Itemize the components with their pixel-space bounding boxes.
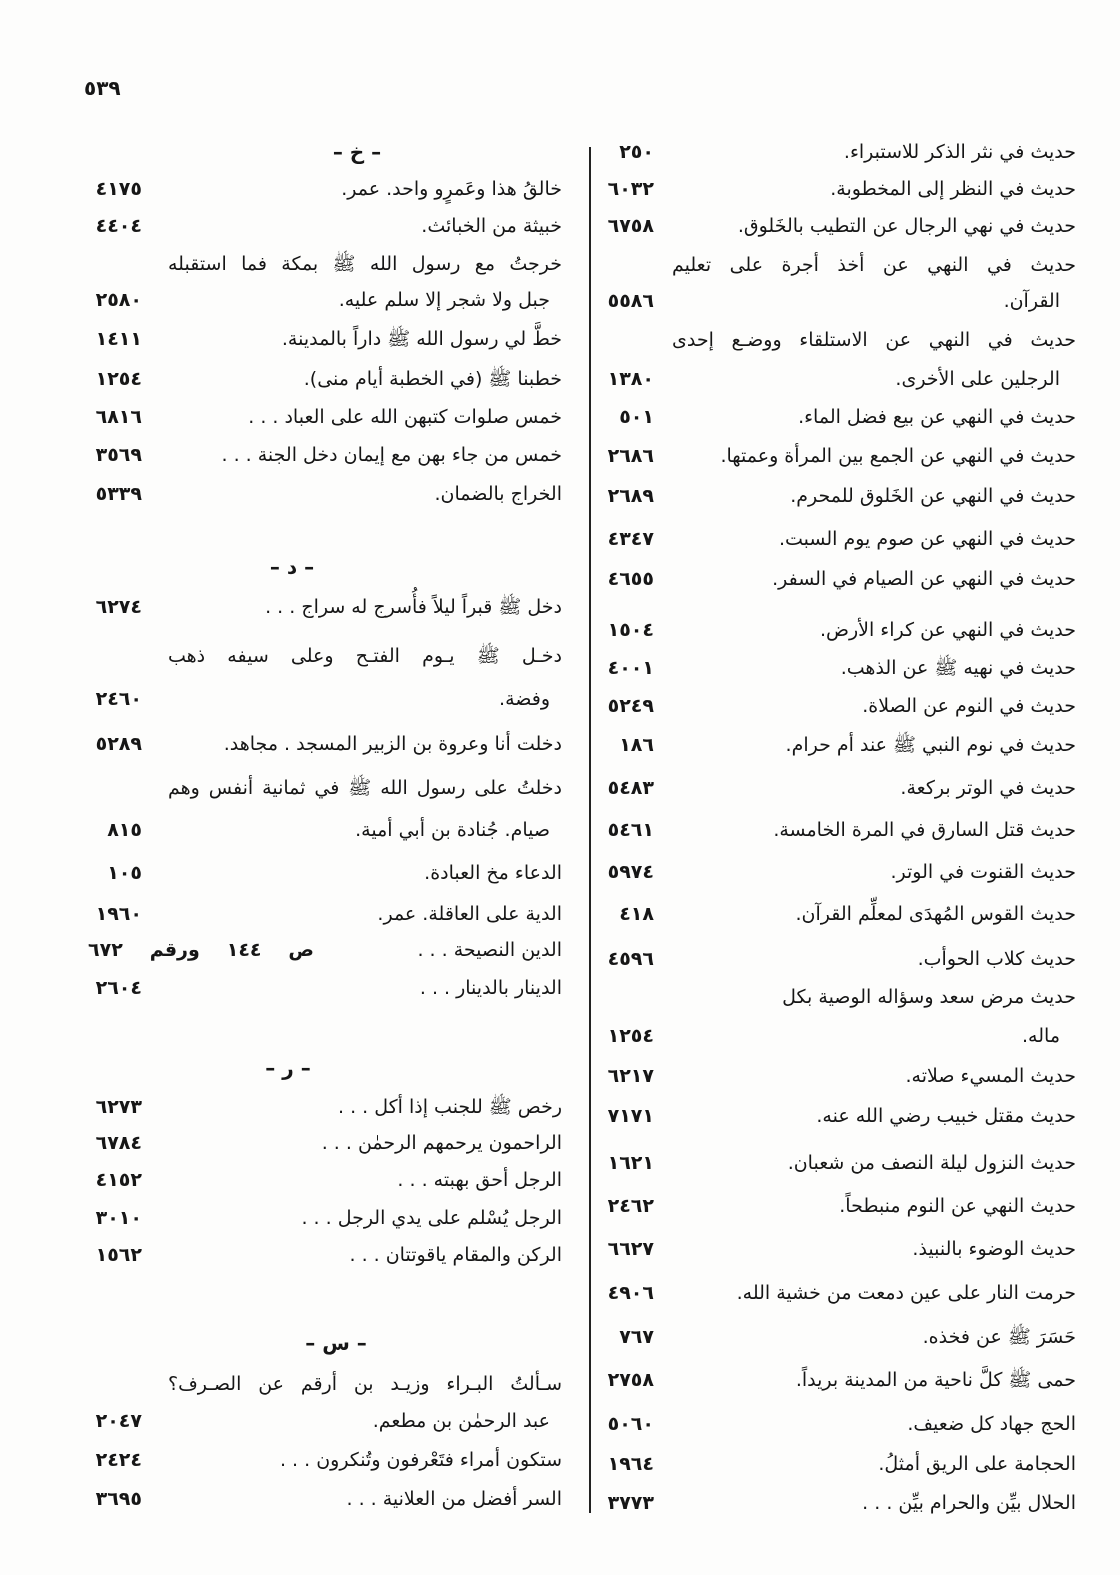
entry-text-line — [672, 815, 1076, 845]
entry-text-line — [672, 1101, 1076, 1131]
entry-text-line — [168, 364, 562, 394]
entry-text-line — [168, 324, 562, 354]
reference-value: ٣٧٧٣ — [607, 1492, 654, 1514]
entry-text-line — [672, 1191, 1076, 1221]
entry-text: سـألتُ البـراء وزيـد بن أرقم عن الصـرف؟ — [168, 1373, 562, 1395]
reference-value: ١٠٥ — [107, 862, 142, 884]
entry-text-line — [672, 773, 1076, 803]
reference-value: ٥٤٨٣ — [607, 777, 654, 799]
entry-text-line — [672, 1148, 1076, 1178]
entry-reference-number — [590, 137, 654, 167]
entry-text: خطَّ لي رسول الله ﷺ داراً بالمدينة. — [281, 328, 562, 350]
entry-reference-number — [590, 524, 654, 554]
reference-value: ٥٣٣٩ — [95, 483, 142, 505]
entry-text-line — [168, 1092, 562, 1122]
entry-reference-number — [590, 1322, 654, 1352]
entry-text: ستكون أمراء فتَعْرفون وتُنكرون . . . — [279, 1449, 562, 1471]
entry-reference-number — [590, 1365, 654, 1395]
section-letter-heading — [266, 1328, 406, 1358]
entry-text: حمى ﷺ كلَّ ناحية من المدينة بريداً. — [795, 1369, 1076, 1391]
entry-text-line — [168, 1203, 562, 1233]
entry-text: القرآن. — [1003, 290, 1060, 312]
entry-reference-number — [78, 1092, 142, 1122]
section-letter: – د – — [269, 555, 315, 579]
entry-text: خمس صلوات كتبهن الله على العباد . . . — [248, 406, 562, 428]
entry-text-line — [168, 973, 562, 1003]
entry-reference-number — [78, 1240, 142, 1270]
entry-text: دخـل ﷺ يـوم الفتـح وعلى سيفه ذهب — [168, 645, 562, 667]
entry-text: الخراج بالضمان. — [434, 483, 562, 505]
entry-reference-number — [78, 174, 142, 204]
entry-continuation-line — [168, 285, 550, 315]
entry-text: رخص ﷺ للجنب إذا أكل . . . — [337, 1096, 562, 1118]
entry-reference-number — [590, 1488, 654, 1518]
reference-value: ٤٣٤٧ — [607, 528, 654, 550]
entry-text: الدعاء مخ العبادة. — [424, 862, 562, 884]
entry-text-line — [672, 653, 1076, 683]
entry-text: حديث مرض سعد وسؤاله الوصية بكل — [782, 986, 1076, 1008]
reference-value: ٢٦٠٤ — [95, 977, 142, 999]
reference-value: ٢٧٥٨ — [607, 1369, 654, 1391]
reference-value: ٦٠٣٢ — [607, 178, 654, 200]
entry-reference-number — [590, 364, 654, 394]
reference-value: ١٨٦ — [619, 734, 654, 756]
entry-text: حديث مقتل خبيب رضي الله عنه. — [816, 1105, 1076, 1127]
entry-text: حديث في النهي عن الجمع بين المرأة وعمتها. — [720, 445, 1076, 467]
entry-text-line — [168, 174, 562, 204]
entry-text-line — [672, 1449, 1076, 1479]
entry-text: الدينار بالدينار . . . — [419, 977, 562, 999]
entry-text-line — [168, 1240, 562, 1270]
entry-reference-number — [78, 1406, 142, 1436]
reference-value: ١٢٥٤ — [607, 1025, 654, 1047]
entry-text-line — [672, 1322, 1076, 1352]
entry-text-line — [672, 944, 1076, 974]
entry-text: حديث النهي عن النوم منبطحاً. — [839, 1195, 1076, 1217]
section-letter: – خ – — [332, 140, 382, 164]
entry-reference-number — [78, 1165, 142, 1195]
entry-text: حَسَرَ ﷺ عن فخذه. — [922, 1326, 1076, 1348]
entry-text: حديث في الوتر بركعة. — [900, 777, 1076, 799]
reference-value: ٥٥٨٦ — [607, 290, 654, 312]
entry-continuation-line — [672, 286, 1060, 316]
entry-text: الرجل يُسْلم على يدي الرجل . . . — [301, 1207, 562, 1229]
reference-value: ١٢٥٤ — [95, 368, 142, 390]
entry-text: دخلت أنا وعروة بن الزبير المسجد . مجاهد. — [223, 733, 562, 755]
entry-text: حديث في نثر الذكر للاستبراء. — [843, 141, 1076, 163]
entry-text: الركن والمقام ياقوتتان . . . — [349, 1244, 562, 1266]
entry-text-line — [672, 250, 1076, 280]
entry-text: حديث في النهي عن الخَلوق للمحرم. — [790, 485, 1076, 507]
entry-text-line — [672, 1409, 1076, 1439]
entry-text: حديث في النهي عن بيع فضل الماء. — [798, 406, 1076, 428]
entry-text: خرجتُ مع رسول الله ﷺ بمكة فما استقبله — [168, 253, 562, 275]
entry-reference-number — [78, 364, 142, 394]
entry-reference-number — [590, 441, 654, 471]
entry-text: حديث في نهيه ﷺ عن الذهب. — [840, 657, 1076, 679]
entry-text: الراحمون يرحمهم الرحمٰن . . . — [321, 1132, 562, 1154]
entry-text-line — [672, 564, 1076, 594]
entry-text-line — [168, 592, 562, 622]
reference-value: ٤٠٠١ — [607, 657, 654, 679]
reference-value: ٧٦٧ — [619, 1326, 654, 1348]
entry-reference-number — [88, 935, 314, 965]
entry-text: حديث القنوت في الوتر. — [890, 861, 1076, 883]
reference-value: ٣٠١٠ — [95, 1207, 142, 1229]
entry-text-line — [672, 730, 1076, 760]
entry-reference-number — [78, 1128, 142, 1158]
entry-reference-number — [590, 944, 654, 974]
entry-text-line — [672, 524, 1076, 554]
entry-text: حديث الوضوء بالنبيذ. — [912, 1238, 1076, 1260]
reference-value: ٦٢١٧ — [607, 1065, 654, 1087]
entry-text-line — [672, 441, 1076, 471]
entry-text-line — [168, 402, 562, 432]
entry-text: وفضة. — [499, 688, 550, 710]
entry-reference-number — [590, 1278, 654, 1308]
entry-text-line — [672, 1234, 1076, 1264]
reference-value: ٢٥٠ — [619, 141, 654, 163]
entry-text: جبل ولا شجر إلا سلم عليه. — [338, 289, 550, 311]
reference-value: ٦٧٥٨ — [607, 215, 654, 237]
entry-reference-number — [590, 653, 654, 683]
entry-reference-number — [590, 1061, 654, 1091]
reference-value: ١٣٨٠ — [607, 368, 654, 390]
entry-text: حديث في النهي عن صوم يوم السبت. — [778, 528, 1076, 550]
entry-text-line — [672, 211, 1076, 241]
entry-reference-number — [590, 899, 654, 929]
entry-text: خمس من جاء بهن مع إيمان دخل الجنة . . . — [221, 444, 562, 466]
entry-text-line — [672, 402, 1076, 432]
reference-value: ٢٦٨٦ — [607, 445, 654, 467]
reference-value: ٣٦٩٥ — [95, 1488, 142, 1510]
entry-text-line — [168, 1445, 562, 1475]
entry-text: الحج جهاد كل ضعيف. — [907, 1413, 1076, 1435]
entry-text: حديث في النوم عن الصلاة. — [862, 695, 1076, 717]
entry-reference-number — [590, 1409, 654, 1439]
reference-value: ١٩٦٤ — [607, 1453, 654, 1475]
entry-text-line — [672, 899, 1076, 929]
reference-value: ٥٠٦٠ — [607, 1413, 654, 1435]
entry-reference-number — [78, 1203, 142, 1233]
entry-text: دخلتُ على رسول الله ﷺ في ثمانية أنفس وهم — [168, 777, 562, 799]
entry-reference-number — [590, 481, 654, 511]
reference-value: ٢٠٤٧ — [95, 1410, 142, 1432]
entry-text: الدين النصيحة . . . — [417, 939, 562, 961]
entry-text-line — [168, 1369, 562, 1399]
reference-value: ص ١٤٤ ورقم ٦٧٢ — [88, 939, 314, 961]
entry-text: حديث قتل السارق في المرة الخامسة. — [773, 819, 1076, 841]
entry-reference-number — [590, 815, 654, 845]
reference-value: ٥٠١ — [619, 406, 654, 428]
reference-value: ١٦٢١ — [607, 1152, 654, 1174]
entry-text: حديث النزول ليلة النصف من شعبان. — [787, 1152, 1076, 1174]
reference-value: ٦٦٢٧ — [607, 1238, 654, 1260]
reference-value: ٨١٥ — [107, 819, 142, 841]
entry-reference-number — [590, 730, 654, 760]
reference-value: ٣٥٦٩ — [95, 444, 142, 466]
entry-text: حديث في النهي عن كراء الأرض. — [819, 619, 1076, 641]
entry-reference-number — [590, 1148, 654, 1178]
entry-text: صيام. جُنادة بن أبي أمية. — [355, 819, 550, 841]
entry-text-line — [168, 211, 562, 241]
entry-text-line — [168, 1165, 562, 1195]
entry-text-line — [168, 479, 562, 509]
reference-value: ٤٥٩٦ — [607, 948, 654, 970]
entry-text-line — [168, 729, 562, 759]
entry-text-line — [672, 1278, 1076, 1308]
reference-value: ٤١٨ — [619, 903, 654, 925]
entry-reference-number — [590, 286, 654, 316]
reference-value: ١٥٦٢ — [95, 1244, 142, 1266]
reference-value: ٤٩٠٦ — [607, 1282, 654, 1304]
section-letter: – ر – — [265, 1056, 311, 1080]
entry-reference-number — [78, 858, 142, 888]
entry-reference-number — [590, 564, 654, 594]
entry-text-line — [168, 899, 562, 929]
entry-reference-number — [78, 479, 142, 509]
entry-text-line — [672, 137, 1076, 167]
section-letter: – س – — [305, 1331, 367, 1355]
entry-reference-number — [78, 285, 142, 315]
entry-reference-number — [590, 691, 654, 721]
entry-reference-number — [78, 973, 142, 1003]
entry-reference-number — [78, 729, 142, 759]
entry-text-line — [168, 440, 562, 470]
section-letter-heading — [218, 1053, 358, 1083]
section-letter-heading — [287, 137, 427, 167]
entry-text: حديث في النهي عن أخذ أجرة على تعليم — [672, 254, 1076, 276]
section-letter-heading — [222, 552, 362, 582]
entry-text-line — [672, 1061, 1076, 1091]
entry-text: الحلال بيِّن والحرام بيِّن . . . — [862, 1492, 1076, 1514]
entry-reference-number — [78, 815, 142, 845]
entry-reference-number — [78, 592, 142, 622]
entry-reference-number — [78, 440, 142, 470]
reference-value: ١٩٦٠ — [95, 903, 142, 925]
entry-text-line — [672, 1365, 1076, 1395]
reference-value: ٢٤٢٤ — [95, 1449, 142, 1471]
entry-text: حديث في النهي عن الاستلقاء ووضـع إحدى — [672, 329, 1076, 351]
entry-text: الرجل أحق بهبته . . . — [397, 1169, 562, 1191]
entry-reference-number — [590, 402, 654, 432]
entry-text: السر أفضل من العلانية . . . — [346, 1488, 562, 1510]
reference-value: ٦٢٧٤ — [95, 596, 142, 618]
reference-value: ٢٤٦٢ — [607, 1195, 654, 1217]
reference-value: ٢٥٨٠ — [95, 289, 142, 311]
entry-text: ماله. — [1022, 1025, 1060, 1047]
reference-value: ٤٦٥٥ — [607, 568, 654, 590]
entry-continuation-line — [168, 815, 550, 845]
reference-value: ٦٢٧٣ — [95, 1096, 142, 1118]
entry-text: الحجامة على الريق أمثلُ. — [878, 1453, 1076, 1475]
page-number: ٥٣٩ — [84, 76, 121, 100]
entry-text: حديث في النظر إلى المخطوبة. — [830, 178, 1076, 200]
entry-reference-number — [590, 174, 654, 204]
entry-text-line — [672, 1488, 1076, 1518]
entry-text: عبد الرحمٰن بن مطعم. — [372, 1410, 550, 1432]
reference-value: ٥٩٧٤ — [607, 861, 654, 883]
entry-text-line — [672, 481, 1076, 511]
reference-value: ٥٢٤٩ — [607, 695, 654, 717]
reference-value: ٦٨١٦ — [95, 406, 142, 428]
entry-text-line — [168, 858, 562, 888]
entry-reference-number — [590, 1101, 654, 1131]
entry-reference-number — [590, 1234, 654, 1264]
entry-text-line — [672, 691, 1076, 721]
entry-reference-number — [590, 1021, 654, 1051]
entry-text: حديث القوس المُهدَى لمعلِّم القرآن. — [795, 903, 1076, 925]
entry-text-line — [672, 982, 1076, 1012]
entry-reference-number — [590, 857, 654, 887]
entry-reference-number — [78, 899, 142, 929]
entry-text-line — [168, 1484, 562, 1514]
entry-text: الرجلين على الأخرى. — [895, 368, 1060, 390]
reference-value: ١٥٠٤ — [607, 619, 654, 641]
reference-value: ٥٤٦١ — [607, 819, 654, 841]
entry-reference-number — [590, 773, 654, 803]
entry-reference-number — [78, 1445, 142, 1475]
reference-value: ٧١٧١ — [607, 1105, 654, 1127]
entry-reference-number — [78, 324, 142, 354]
entry-text: حديث في النهي عن الصيام في السفر. — [772, 568, 1076, 590]
entry-text-line — [168, 1128, 562, 1158]
reference-value: ٢٦٨٩ — [607, 485, 654, 507]
entry-continuation-line — [168, 684, 550, 714]
entry-text-line — [672, 325, 1076, 355]
entry-text-line — [168, 773, 562, 803]
reference-value: ٤٤٠٤ — [95, 215, 142, 237]
entry-text: حديث المسيء صلاته. — [905, 1065, 1076, 1087]
entry-text: خبيثة من الخبائث. — [421, 215, 562, 237]
reference-value: ٤١٥٢ — [95, 1169, 142, 1191]
entry-text: خالقُ هذا وعَمرٍو واحد. عمر. — [341, 178, 562, 200]
entry-reference-number — [590, 211, 654, 241]
entry-text: حديث في نهي الرجال عن التطيب بالخَلوق. — [737, 215, 1076, 237]
entry-text-line — [672, 615, 1076, 645]
entry-text-line — [168, 641, 562, 671]
entry-reference-number — [590, 615, 654, 645]
entry-reference-number — [78, 402, 142, 432]
entry-reference-number — [590, 1449, 654, 1479]
entry-continuation-line — [672, 1021, 1060, 1051]
reference-value: ٥٢٨٩ — [95, 733, 142, 755]
entry-reference-number — [78, 684, 142, 714]
entry-continuation-line — [672, 364, 1060, 394]
reference-value: ٤١٧٥ — [95, 178, 142, 200]
entry-text: خطبنا ﷺ (في الخطبة أيام منى). — [303, 368, 562, 390]
entry-reference-number — [78, 1484, 142, 1514]
entry-text: دخل ﷺ قبراً ليلاً فأُسرج له سراج . . . — [265, 596, 562, 618]
entry-text: حديث في نوم النبي ﷺ عند أم حرام. — [785, 734, 1076, 756]
entry-text-line — [672, 174, 1076, 204]
reference-value: ١٤١١ — [95, 328, 142, 350]
entry-reference-number — [78, 211, 142, 241]
entry-text: الدية على العاقلة. عمر. — [377, 903, 562, 925]
reference-value: ٦٧٨٤ — [95, 1132, 142, 1154]
entry-text: حرمت النار على عين دمعت من خشية الله. — [736, 1282, 1076, 1304]
entry-reference-number — [590, 1191, 654, 1221]
entry-text-line — [672, 857, 1076, 887]
reference-value: ٢٤٦٠ — [95, 688, 142, 710]
entry-continuation-line — [168, 1406, 550, 1436]
entry-text: حديث كلاب الحوأب. — [917, 948, 1076, 970]
entry-text-line — [168, 249, 562, 279]
